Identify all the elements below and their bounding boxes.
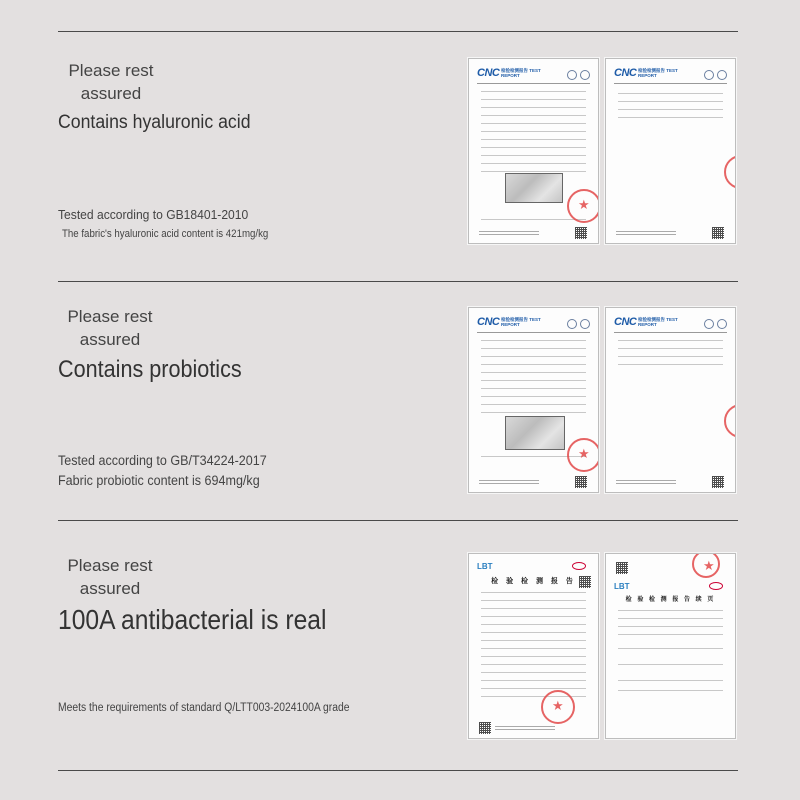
section-1-report-page-2 — [605, 58, 736, 244]
report-brand-subtitle: 检验检测报告 TEST REPORT — [638, 317, 678, 327]
section-3-report-page-1 — [468, 553, 599, 739]
report-brand-logo: CNC — [614, 316, 637, 328]
red-seal-stamp — [692, 553, 720, 578]
qr-code-icon — [579, 576, 591, 588]
divider-1 — [58, 281, 738, 282]
report-title: 检 验 检 测 报 告 续 页 — [625, 597, 716, 603]
red-seal-stamp — [724, 404, 736, 438]
red-seal-stamp — [567, 189, 599, 223]
section-3-note-standard: Meets the requirements of standard Q/LTT003-2024100A grade — [58, 702, 350, 714]
section-2-pre-text: Please rest assured — [67, 307, 153, 349]
section-2-headline: Contains probiotics — [58, 356, 242, 383]
report-brand-subtitle: 检验检测报告 TEST REPORT — [501, 68, 541, 78]
cqc-logo-icon — [572, 562, 586, 570]
qr-code-icon — [616, 562, 628, 574]
report-title: 检 验 检 测 报 告 — [491, 578, 576, 585]
lab-brand-logo: LBT — [477, 562, 493, 571]
section-2-note-standard: Tested according to GB/T34224-2017 — [58, 453, 267, 468]
section-1-report-page-1 — [468, 58, 599, 244]
report-brand-subtitle: 检验检测报告 TEST REPORT — [501, 317, 541, 327]
red-seal-stamp — [724, 155, 736, 189]
divider-top — [58, 31, 738, 32]
section-1-pre-text: Please rest assured — [68, 61, 154, 103]
fabric-sample-image — [505, 416, 565, 450]
fabric-sample-image — [505, 173, 563, 203]
report-brand-logo: CNC — [477, 67, 500, 79]
section-1-note-standard: Tested according to GB18401-2010 — [58, 207, 249, 222]
divider-2 — [58, 520, 738, 521]
section-2-report-page-1 — [468, 307, 599, 493]
qr-code-icon — [479, 722, 491, 734]
qr-code-icon — [575, 476, 587, 488]
report-brand-subtitle: 检验检测报告 TEST REPORT — [638, 68, 678, 78]
section-2-report-page-2 — [605, 307, 736, 493]
lab-brand-logo: LBT — [614, 582, 630, 591]
cqc-logo-icon — [709, 582, 723, 590]
red-seal-stamp — [541, 690, 575, 724]
section-2-note-content: Fabric probiotic content is 694mg/kg — [58, 473, 260, 488]
qr-code-icon — [575, 227, 587, 239]
report-brand-logo: CNC — [477, 316, 500, 328]
section-3-pre-text: Please rest assured — [67, 556, 153, 598]
section-1-note-content: The fabric's hyaluronic acid content is 421mg/kg — [62, 228, 269, 240]
divider-bottom — [58, 770, 738, 771]
report-brand-logo: CNC — [614, 67, 637, 79]
red-seal-stamp — [567, 438, 599, 472]
section-1-headline: Contains hyaluronic acid — [58, 112, 251, 133]
qr-code-icon — [712, 476, 724, 488]
section-3-headline: 100A antibacterial is real — [58, 604, 327, 635]
section-3-report-page-2 — [605, 553, 736, 739]
qr-code-icon — [712, 227, 724, 239]
